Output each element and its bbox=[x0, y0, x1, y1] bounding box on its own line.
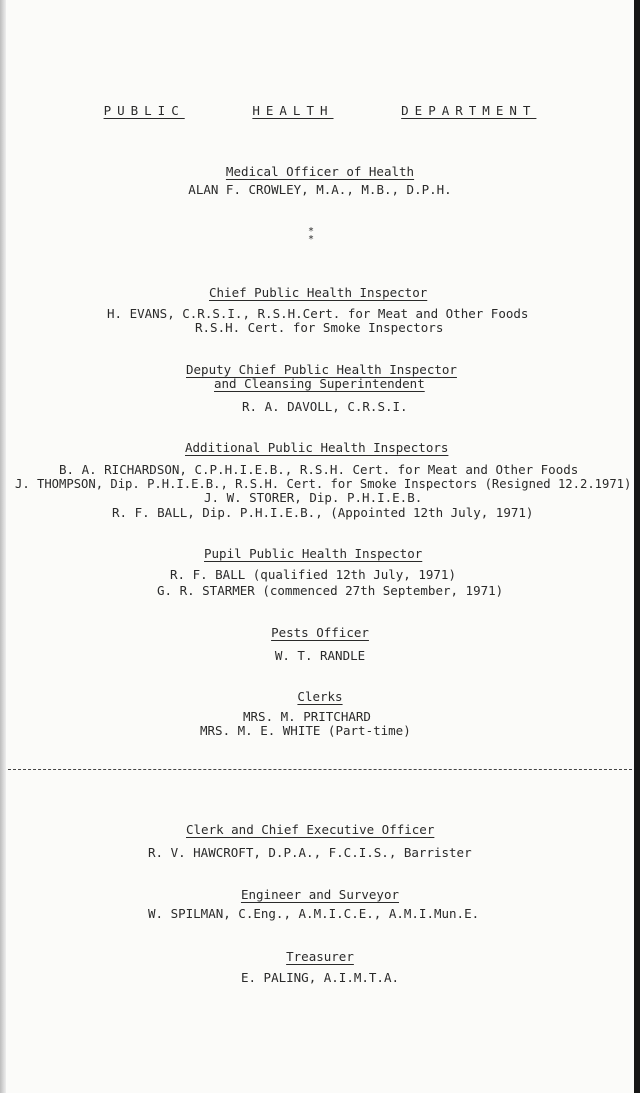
separator-asterisks bbox=[308, 228, 314, 244]
chief-line-1: H. EVANS, C.R.S.I., R.S.H.Cert. for Meat and Other Foods bbox=[107, 306, 529, 321]
pupil-line-1: R. F. BALL (qualified 12th July, 1971) bbox=[170, 567, 456, 582]
title-word-department: DEPARTMENT bbox=[401, 103, 537, 118]
treasurer-heading: Treasurer bbox=[286, 949, 354, 964]
pests-name: W. T. RANDLE bbox=[274, 648, 366, 663]
department-title bbox=[0, 104, 640, 118]
page-left-edge bbox=[0, 0, 6, 1093]
deputy-name: R. A. DAVOLL, C.R.S.I. bbox=[242, 399, 408, 414]
pupil-line-2: G. R. STARMER (commenced 27th September, 1971) bbox=[157, 583, 504, 598]
dashed-divider bbox=[8, 769, 632, 770]
clerks-line-1: MRS. M. PRITCHARD bbox=[243, 709, 371, 724]
additional-line-4: R. F. BALL, Dip. P.H.I.E.B., (Appointed 12th July, 1971) bbox=[112, 505, 534, 520]
clerks-heading: Clerks bbox=[297, 689, 343, 704]
page-right-edge bbox=[634, 0, 640, 1093]
moh-heading: Medical Officer of Health bbox=[225, 164, 415, 179]
engineer-name: W. SPILMAN, C.Eng., A.M.I.C.E., A.M.I.Mun.E. bbox=[148, 906, 480, 921]
pupil-heading: Pupil Public Health Inspector bbox=[204, 546, 423, 561]
chief-line-2: R.S.H. Cert. for Smoke Inspectors bbox=[195, 320, 444, 335]
chief-heading: Chief Public Health Inspector bbox=[209, 285, 428, 300]
treasurer-name: E. PALING, A.I.M.T.A. bbox=[240, 970, 400, 985]
moh-name: ALAN F. CROWLEY, M.A., M.B., D.P.H. bbox=[188, 182, 452, 197]
title-word-public: PUBLIC bbox=[103, 103, 185, 118]
title-word-health: HEALTH bbox=[252, 103, 334, 118]
additional-line-1: B. A. RICHARDSON, C.P.H.I.E.B., R.S.H. Cert. for Meat and Other Foods bbox=[59, 462, 579, 477]
deputy-heading-2: and Cleansing Superintendent bbox=[214, 376, 425, 391]
deputy-heading-1: Deputy Chief Public Health Inspector bbox=[186, 362, 457, 377]
additional-heading: Additional Public Health Inspectors bbox=[185, 440, 449, 455]
clerks-line-2: MRS. M. E. WHITE (Part-time) bbox=[200, 723, 411, 738]
separator-text: * * bbox=[308, 226, 315, 245]
additional-line-3: J. W. STORER, Dip. P.H.I.E.B. bbox=[204, 490, 423, 505]
clerk-chief-name: R. V. HAWCROFT, D.P.A., F.C.I.S., Barrister bbox=[148, 845, 472, 860]
pests-heading: Pests Officer bbox=[271, 625, 369, 640]
engineer-heading: Engineer and Surveyor bbox=[240, 887, 400, 902]
clerk-chief-heading: Clerk and Chief Executive Officer bbox=[186, 822, 435, 837]
additional-line-2: J. THOMPSON, Dip. P.H.I.E.B., R.S.H. Cert. for Smoke Inspectors (Resigned 12.2.1971) bbox=[15, 477, 632, 491]
